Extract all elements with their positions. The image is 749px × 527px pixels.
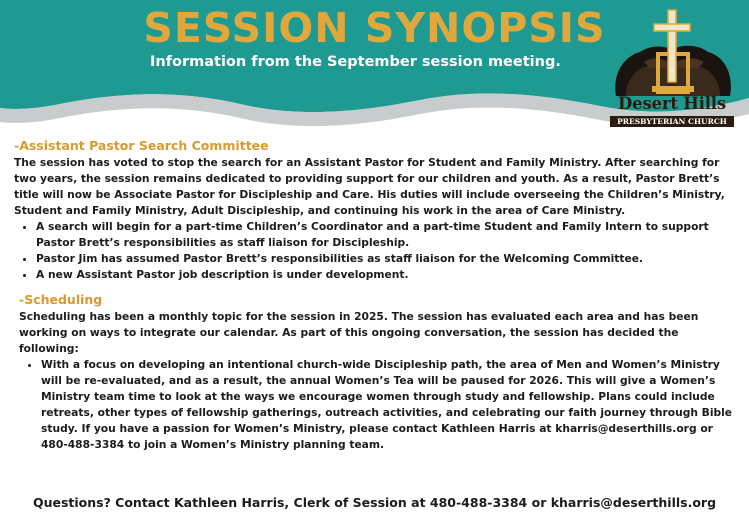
synopsis-content [14, 137, 739, 453]
bullet-item: • A new Assistant Pastor job description is under development. [36, 267, 739, 283]
cross-icon [602, 4, 742, 99]
bullet-item: • A search will begin for a part-time Children’s Coordinator and a part-time Student and Family Intern to support Pastor Brett’s responsibilities as staff liaison for Discipleship. [36, 219, 739, 251]
bullet-item: • With a focus on developing an intentional church-wide Discipleship path, the area of Men and Women’s Ministry will be re-evaluated, and as a result, the annual Women’s Tea will be paused for 2026. This will give a Women’s Ministry team time to look at the ways we encourage women through study and fellowship. Plans could include retreats, other types of fellowship gatherings, outreach activities, and celebrating our faith journey through Bible study. If you have a passion for Women’s Ministry, please contact Kathleen Harris at kharris@deserthills.org or 480-488-3384 to join a Women’s Ministry planning team. [41, 357, 739, 453]
contact-footer: Questions? Contact Kathleen Harris, Clerk of Session at 480-488-3384 or kharris@deserthills.org [32, 495, 717, 510]
section-bullet-list [14, 357, 739, 453]
logo-subname: PRESBYTERIAN CHURCH [610, 116, 734, 127]
logo-name: Desert Hills [618, 94, 726, 113]
section-paragraph: Scheduling has been a monthly topic for the session in 2025. The session has evaluated each area and has been working on ways to integrate our calendar. As part of this ongoing conversation, the session has decided the following: [19, 310, 699, 355]
section-assistant-pastor [14, 137, 739, 283]
section-paragraph: The session has voted to stop the search for an Assistant Pastor for Student and Family Ministry. After searching for two years, the session remains dedicated to providing support for our children and youth. As a result, Pastor Brett’s title will now be Associate Pastor for Discipleship and Care. His duties will include overseeing the Children’s Ministry, Student and Family Ministry, Adult Discipleship, and continuing his work in the area of Care Ministry. [14, 156, 725, 217]
header-banner [0, 0, 749, 140]
section-title: -Assistant Pastor Search Committee [14, 138, 269, 153]
church-logo [602, 4, 742, 130]
page-subtitle: Information from the September session meeting. [150, 54, 561, 70]
section-bullet-list [14, 219, 739, 283]
section-scheduling [14, 291, 739, 453]
bullet-item: • Pastor Jim has assumed Pastor Brett’s responsibilities as staff liaison for the Welcoming Committee. [36, 251, 739, 267]
section-title: -Scheduling [19, 292, 103, 307]
page-title: SESSION SYNOPSIS [143, 4, 606, 52]
